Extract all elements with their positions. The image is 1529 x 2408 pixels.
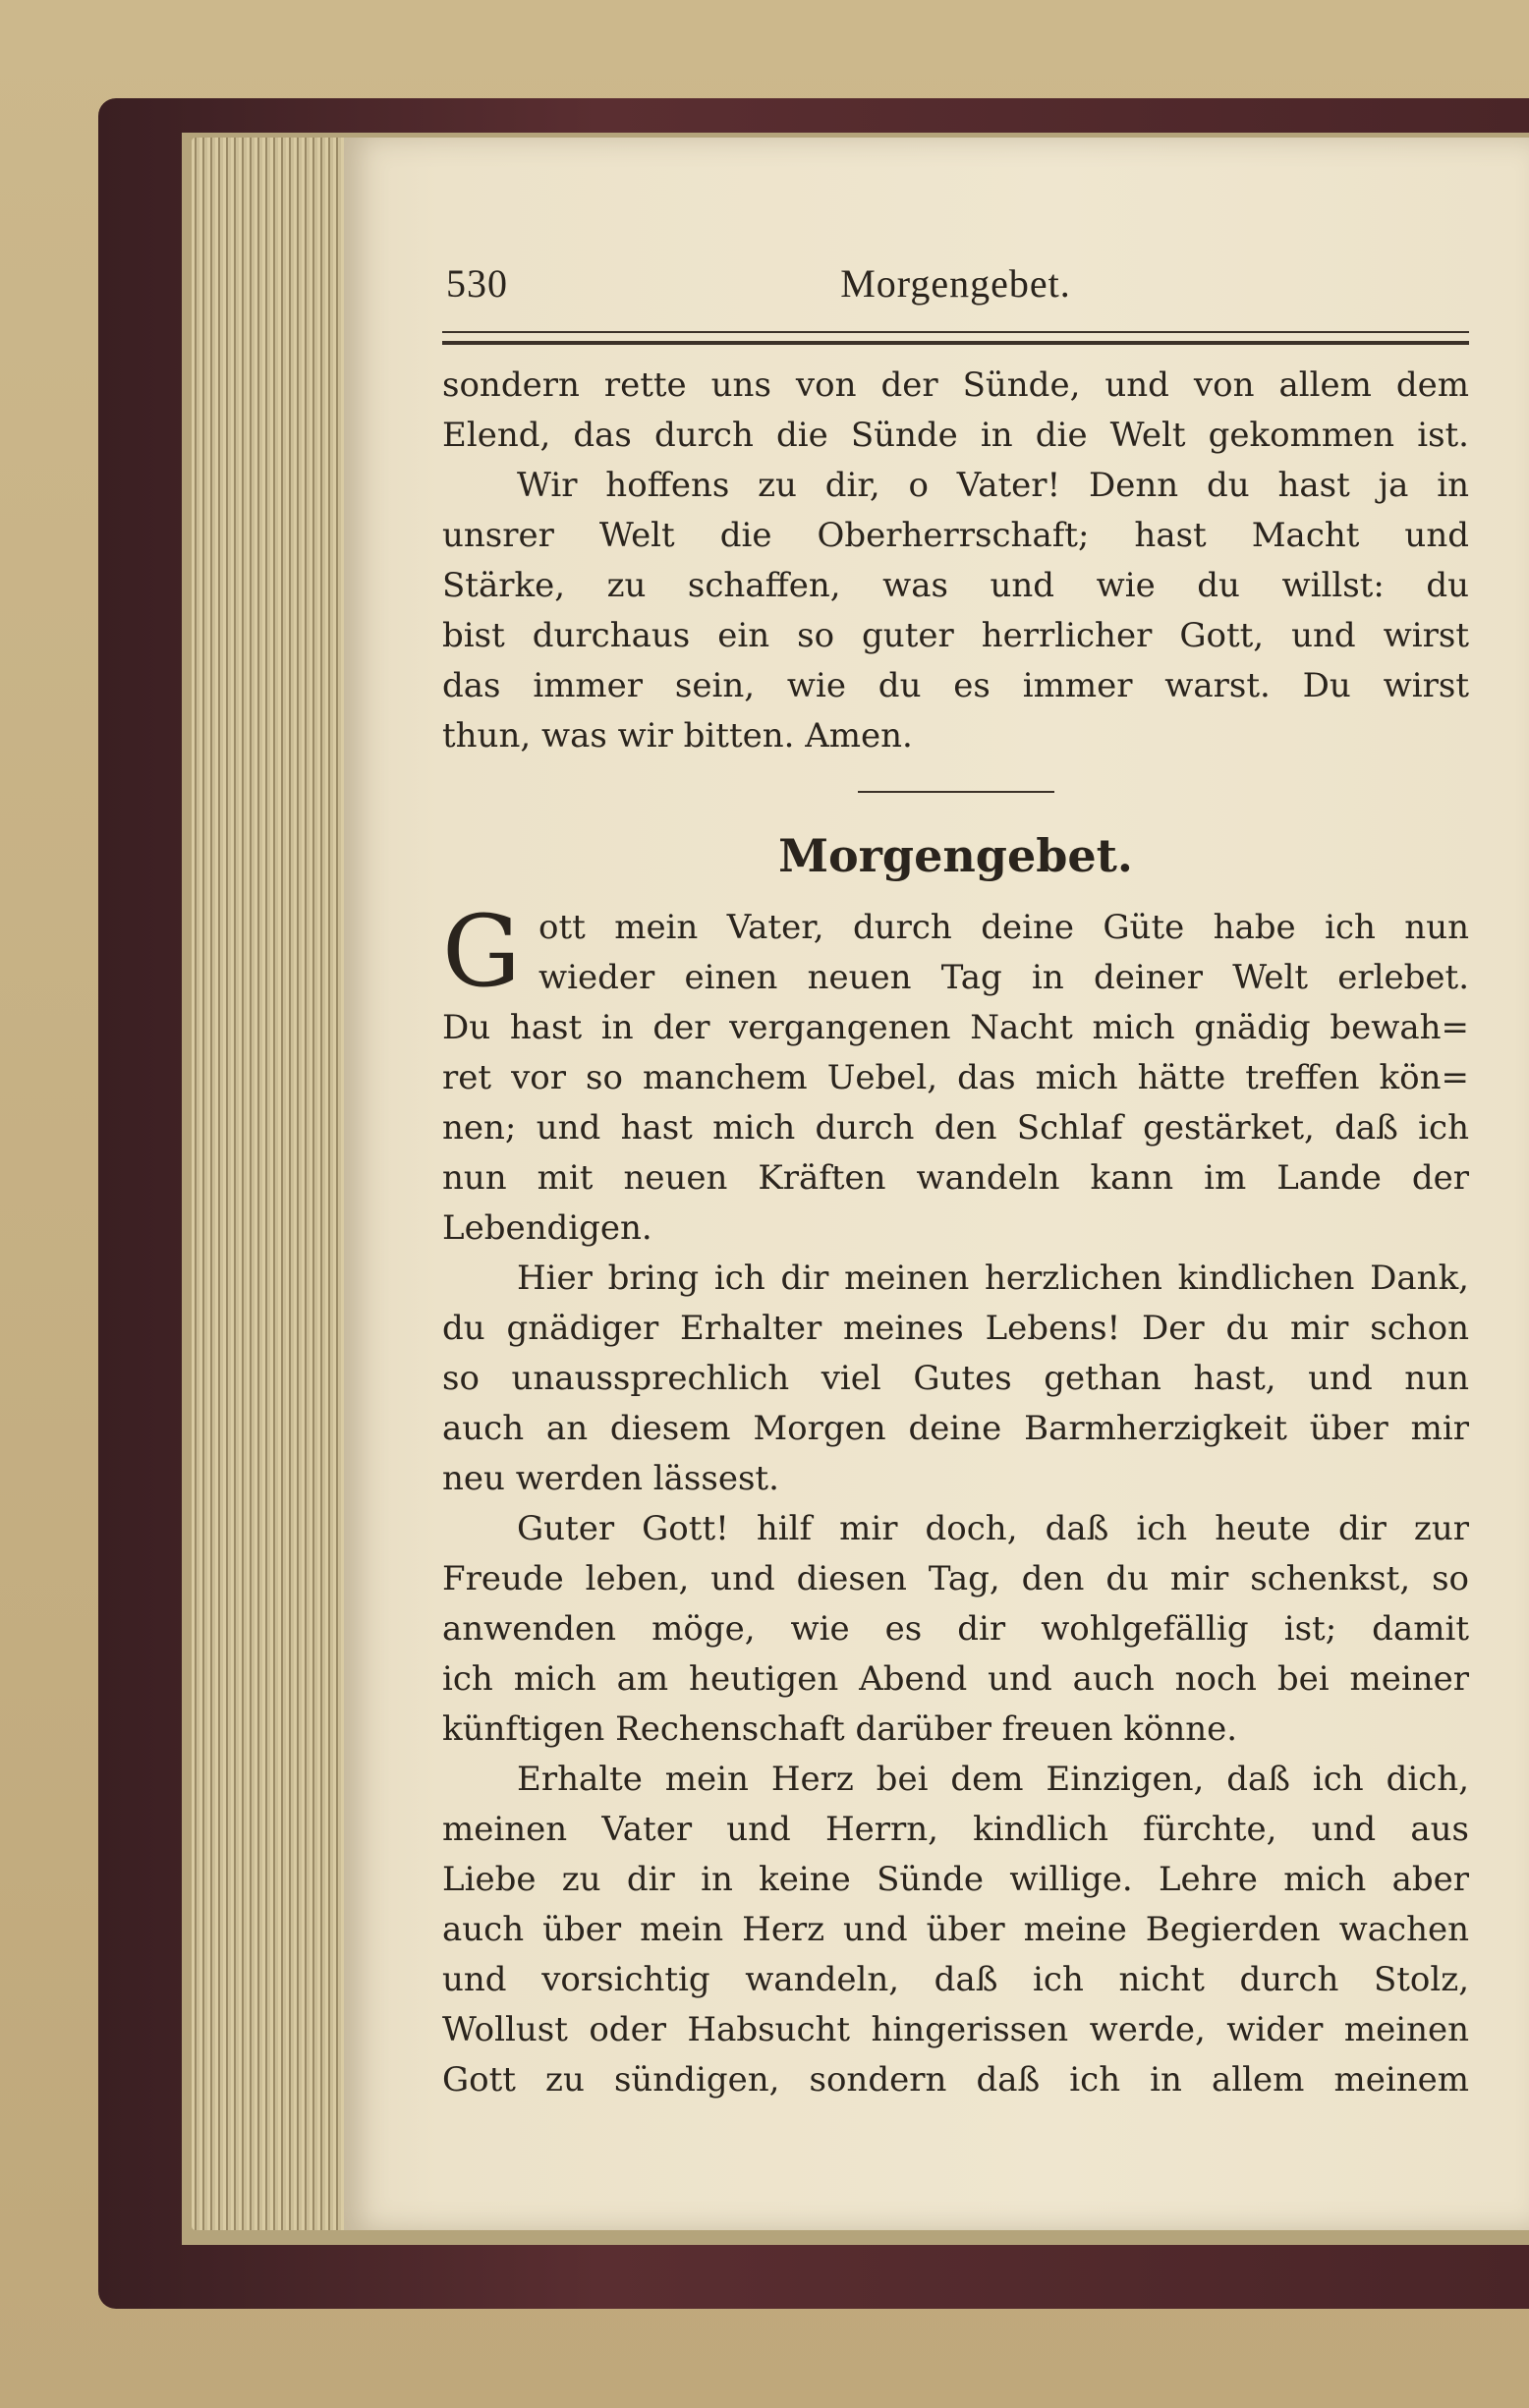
text-line: wieder einen neuen Tag in deiner Welt erlebet. (538, 958, 1469, 997)
text-line: künftigen Rechenschaft darüber freuen könne. (442, 1709, 1238, 1749)
text-line: und vorsichtig wandeln, daß ich nicht durch Stolz, (442, 1960, 1469, 1999)
text-line: das immer sein, wie du es immer warst. Du wirst (442, 666, 1469, 705)
text-line: ich mich am heutigen Abend und auch noch bei meiner (442, 1659, 1469, 1699)
text-line: auch an diesem Morgen deine Barmherzigkeit über mir (442, 1409, 1469, 1448)
text-line: Stärke, zu schaffen, was und wie du willst: du (442, 566, 1469, 605)
text-line: so unaussprechlich viel Gutes gethan hast, und nun (442, 1359, 1469, 1398)
text-line: bist durchaus ein so guter herrlicher Gott, und wirst (442, 616, 1469, 655)
text-line: Hier bring ich dir meinen herzlichen kindlichen Dank, (517, 1259, 1469, 1298)
running-head (442, 260, 1469, 321)
text-line: Wollust oder Habsucht hingerissen werde, wider meinen (442, 2010, 1469, 2049)
first-paragraph (442, 894, 1469, 1009)
text-line: Elend, das durch die Sünde in die Welt gekommen ist. (442, 416, 1469, 455)
text-line: Erhalte mein Herz bei dem Einzigen, daß ich dich, (517, 1760, 1469, 1799)
text-line: Freude leben, und diesen Tag, den du mir schenkst, so (442, 1559, 1469, 1598)
text-line: anwenden möge, wie es dir wohlgefällig ist; damit (442, 1609, 1469, 1649)
book-page (344, 138, 1529, 2230)
text-line: sondern rette uns von der Sünde, und von allem dem (442, 365, 1469, 405)
first-paragraph-continued (442, 1003, 1469, 1254)
header-rule (442, 331, 1469, 345)
text-line: Guter Gott! hilf mir doch, daß ich heute dir zur (517, 1509, 1469, 1548)
text-line: Gott zu sündigen, sondern daß ich in allem meinem (442, 2060, 1469, 2100)
page-edges (192, 138, 344, 2230)
page-number: 530 (446, 261, 508, 306)
continued-paragraph (442, 361, 1469, 761)
page-content (442, 260, 1469, 2105)
text-line: Liebe zu dir in keine Sünde willige. Lehre mich aber (442, 1860, 1469, 1899)
text-line: auch über mein Herz und über meine Begierden wachen (442, 1910, 1469, 1949)
running-title: Morgengebet. (840, 261, 1071, 306)
drop-cap: G (442, 894, 521, 1009)
text-line: nen; und hast mich durch den Schlaf gestärket, daß ich (442, 1108, 1469, 1148)
text-line: du gnädiger Erhalter meines Lebens! Der du mir schon (442, 1309, 1469, 1348)
paragraph-guter-gott (442, 1504, 1469, 1755)
text-line: nun mit neuen Kräften wandeln kann im Lande der (442, 1158, 1469, 1198)
text-line: Wir hoffens zu dir, o Vater! Denn du hast ja in (517, 466, 1469, 505)
text-line: meinen Vater und Herrn, kindlich fürchte, und aus (442, 1810, 1469, 1849)
text-line: ret vor so manchem Uebel, das mich hätte treffen kön= (442, 1058, 1469, 1097)
paragraph-dank (442, 1254, 1469, 1504)
text-line: unsrer Welt die Oberherrschaft; hast Macht und (442, 516, 1469, 555)
text-line: Lebendigen. (442, 1208, 652, 1248)
text-line: Du hast in der vergangenen Nacht mich gnädig bewah= (442, 1008, 1469, 1047)
text-line: neu werden lässest. (442, 1459, 779, 1498)
text-line: ott mein Vater, durch deine Güte habe ich nun (538, 908, 1469, 947)
text-line: thun, was wir bitten. Amen. (442, 716, 913, 756)
paragraph-erhalte (442, 1755, 1469, 2105)
section-heading: Morgengebet. (778, 829, 1133, 882)
section-separator (858, 791, 1054, 793)
